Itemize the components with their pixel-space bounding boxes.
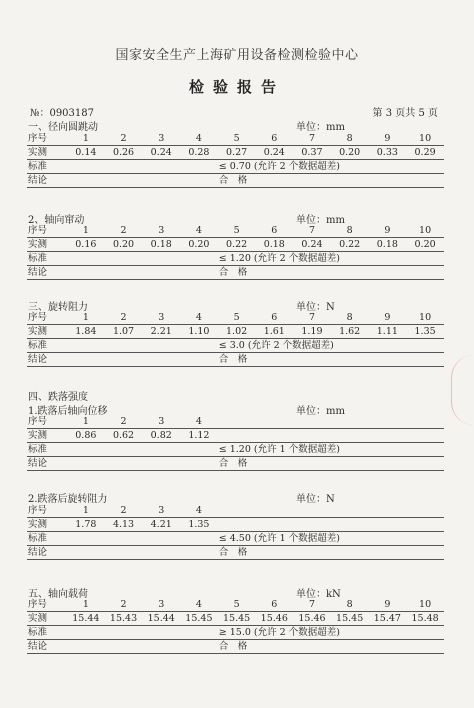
measured-cell: 0.62 [105,429,143,443]
index-cell: 5 [218,311,256,325]
subsection-title-drop-rotation: 2.跌落后旋转阻力 [28,494,108,505]
row-label: 结论 [27,353,67,367]
index-cell: 7 [293,224,331,238]
conclusion-value: 合 格 [218,457,444,471]
empty-cell [67,532,218,546]
index-cell: 3 [142,132,180,146]
empty-cell [67,546,218,560]
row-label: 实测 [27,146,67,160]
index-cell: 3 [142,311,180,325]
index-cell: 9 [369,132,407,146]
table-row [27,224,444,238]
measured-cell: 0.27 [218,146,256,160]
table-row [27,598,444,612]
row-label: 序号 [27,598,67,612]
empty-cell [67,640,218,654]
standard-value: ≤ 1.20 (允许 2 个数据超差) [218,252,444,266]
measured-cell: 4.21 [142,518,180,532]
measured-cell: 15.44 [67,612,105,626]
row-label: 结论 [27,640,67,654]
measured-cell: 0.20 [406,238,444,252]
table-row [27,311,444,325]
measured-cell: 15.46 [293,612,331,626]
table-row [27,640,444,654]
measured-cell: 0.33 [369,146,407,160]
index-cell: 6 [255,132,293,146]
table-axial-play [27,224,444,280]
table-row [27,132,444,146]
row-label: 序号 [27,415,67,429]
row-label: 标准 [27,626,67,640]
table-axial-load [27,598,444,654]
index-cell: 1 [67,224,105,238]
red-seal-stamp [451,355,474,425]
table-rotation-resistance [27,311,444,367]
row-label: 结论 [27,546,67,560]
measured-cell: 0.18 [369,238,407,252]
index-cell: 1 [67,415,105,429]
empty-cell [67,252,218,266]
row-label: 结论 [27,457,67,471]
measured-cell: 4.13 [105,518,143,532]
measured-cell: 0.82 [142,429,180,443]
index-cell: 10 [406,311,444,325]
measured-cell: 2.21 [142,325,180,339]
index-cell: 2 [105,224,143,238]
measured-cell: 1.19 [293,325,331,339]
section-unit: 单位：mm [296,406,345,417]
page-indicator: 第 3 页共 5 页 [372,108,438,119]
section-title-rotation-resistance: 三、旋转阻力 [28,302,88,313]
measured-cell: 0.20 [180,238,218,252]
measured-cell: 0.24 [255,146,293,160]
measured-cell: 1.35 [406,325,444,339]
table-row [27,160,444,174]
row-label: 实测 [27,325,67,339]
row-label: 序号 [27,132,67,146]
measured-cell: 1.84 [67,325,105,339]
index-cell: 2 [105,598,143,612]
table-row [27,174,444,188]
subsection-title-drop-axial: 1.跌落后轴向位移 [28,406,108,417]
row-label: 标准 [27,532,67,546]
measured-cell: 0.37 [293,146,331,160]
index-cell: 4 [180,504,218,518]
measured-cell: 0.20 [105,238,143,252]
row-label: 标准 [27,443,67,457]
measured-cell: 15.47 [369,612,407,626]
row-label: 序号 [27,311,67,325]
index-cell: 2 [105,132,143,146]
table-row [27,146,444,160]
empty-cell [67,160,218,174]
table-row [27,504,444,518]
index-cell: 1 [67,504,105,518]
empty-cell [67,443,218,457]
section-unit: 单位：N [296,302,335,313]
org-name: 国家安全生产上海矿用设备检测检验中心 [115,48,359,63]
index-cell: 9 [369,224,407,238]
table-row [27,415,444,429]
empty-cell [67,266,218,280]
index-cell: 3 [142,224,180,238]
measured-cell: 1.61 [255,325,293,339]
index-cell: 4 [180,415,218,429]
empty-cell [67,339,218,353]
index-cell: 4 [180,598,218,612]
index-cell: 10 [406,598,444,612]
index-cell: 6 [255,224,293,238]
measured-cell: 1.11 [369,325,407,339]
conclusion-value: 合 格 [218,353,444,367]
table-row [27,339,444,353]
index-cell: 6 [255,311,293,325]
row-label: 结论 [27,174,67,188]
row-label: 标准 [27,160,67,174]
measured-cell: 0.18 [142,238,180,252]
conclusion-value: 合 格 [218,546,444,560]
row-label: 标准 [27,339,67,353]
empty-cell [67,353,218,367]
standard-value: ≤ 4.50 (允许 1 个数据超差) [218,532,444,546]
standard-value: ≥ 15.0 (允许 2 个数据超差) [218,626,444,640]
index-cell: 5 [218,224,256,238]
conclusion-value: 合 格 [218,266,444,280]
section-unit: 单位：mm [296,215,345,226]
measured-cell: 15.45 [180,612,218,626]
measured-cell: 1.02 [218,325,256,339]
measured-cell: 1.35 [180,518,218,532]
index-cell: 8 [331,132,369,146]
conclusion-value: 合 格 [218,174,444,188]
section-unit: 单位：kN [296,589,341,600]
table-row [27,252,444,266]
index-cell: 1 [67,132,105,146]
index-cell: 10 [406,132,444,146]
standard-value: ≤ 3.0 (允许 2 个数据超差) [218,339,444,353]
index-cell: 3 [142,598,180,612]
table-row [27,546,444,560]
table-radial-runout [27,132,444,188]
table-row [27,532,444,546]
row-label: 结论 [27,266,67,280]
table-row [27,612,444,626]
measured-cell: 0.29 [406,146,444,160]
index-cell: 4 [180,132,218,146]
index-cell: 4 [180,311,218,325]
empty-cell [67,174,218,188]
empty-cell [218,415,444,429]
measured-cell: 0.28 [180,146,218,160]
table-row [27,626,444,640]
index-cell: 9 [369,598,407,612]
index-cell: 7 [293,311,331,325]
table-row [27,353,444,367]
measured-cell: 1.07 [105,325,143,339]
row-label: 实测 [27,238,67,252]
empty-cell [67,626,218,640]
index-cell: 8 [331,224,369,238]
measured-cell: 0.16 [67,238,105,252]
index-cell: 5 [218,132,256,146]
measured-cell: 0.22 [218,238,256,252]
table-drop-rotation-resistance [27,504,444,560]
standard-value: ≤ 0.70 (允许 2 个数据超差) [218,160,444,174]
index-cell: 1 [67,311,105,325]
measured-cell: 0.22 [331,238,369,252]
index-cell: 8 [331,311,369,325]
index-cell: 8 [331,598,369,612]
table-row [27,443,444,457]
empty-cell [67,457,218,471]
empty-cell [218,504,444,518]
table-row [27,457,444,471]
table-row [27,429,444,443]
index-cell: 2 [105,311,143,325]
index-cell: 1 [67,598,105,612]
index-cell: 2 [105,504,143,518]
measured-cell: 0.26 [105,146,143,160]
measured-cell: 1.62 [331,325,369,339]
index-cell: 10 [406,224,444,238]
measured-cell: 15.43 [105,612,143,626]
table-row [27,266,444,280]
measured-cell: 1.78 [67,518,105,532]
measured-cell: 15.44 [142,612,180,626]
index-cell: 2 [105,415,143,429]
standard-value: ≤ 1.20 (允许 1 个数据超差) [218,443,444,457]
measured-cell: 15.48 [406,612,444,626]
row-label: 序号 [27,224,67,238]
report-number: №：0903187 [30,108,94,119]
empty-cell [218,429,444,443]
measured-cell: 0.24 [142,146,180,160]
row-label: 序号 [27,504,67,518]
row-label: 标准 [27,252,67,266]
table-row [27,518,444,532]
measured-cell: 1.12 [180,429,218,443]
section-title-radial-runout: 一、径向圆跳动 [28,122,98,133]
table-row [27,325,444,339]
index-cell: 7 [293,132,331,146]
section-title-axial-load: 五、轴向载荷 [28,589,88,600]
section-unit: 单位：mm [296,122,345,133]
table-drop-axial-displacement [27,415,444,471]
index-cell: 7 [293,598,331,612]
row-label: 实测 [27,612,67,626]
row-label: 实测 [27,429,67,443]
measured-cell: 0.24 [293,238,331,252]
index-cell: 3 [142,415,180,429]
measured-cell: 15.46 [255,612,293,626]
measured-cell: 15.45 [331,612,369,626]
index-cell: 4 [180,224,218,238]
section-unit: 单位：N [296,494,335,505]
empty-cell [218,518,444,532]
section-title-drop-strength: 四、跌落强度 [28,392,88,403]
index-cell: 9 [369,311,407,325]
report-title: 检验报告 [188,78,285,96]
conclusion-value: 合 格 [218,640,444,654]
index-cell: 5 [218,598,256,612]
measured-cell: 1.10 [180,325,218,339]
row-label: 实测 [27,518,67,532]
measured-cell: 15.45 [218,612,256,626]
measured-cell: 0.86 [67,429,105,443]
measured-cell: 0.18 [255,238,293,252]
measured-cell: 0.20 [331,146,369,160]
measured-cell: 0.14 [67,146,105,160]
table-row [27,238,444,252]
section-title-axial-play: 2、轴向窜动 [28,215,85,226]
index-cell: 6 [255,598,293,612]
index-cell: 3 [142,504,180,518]
